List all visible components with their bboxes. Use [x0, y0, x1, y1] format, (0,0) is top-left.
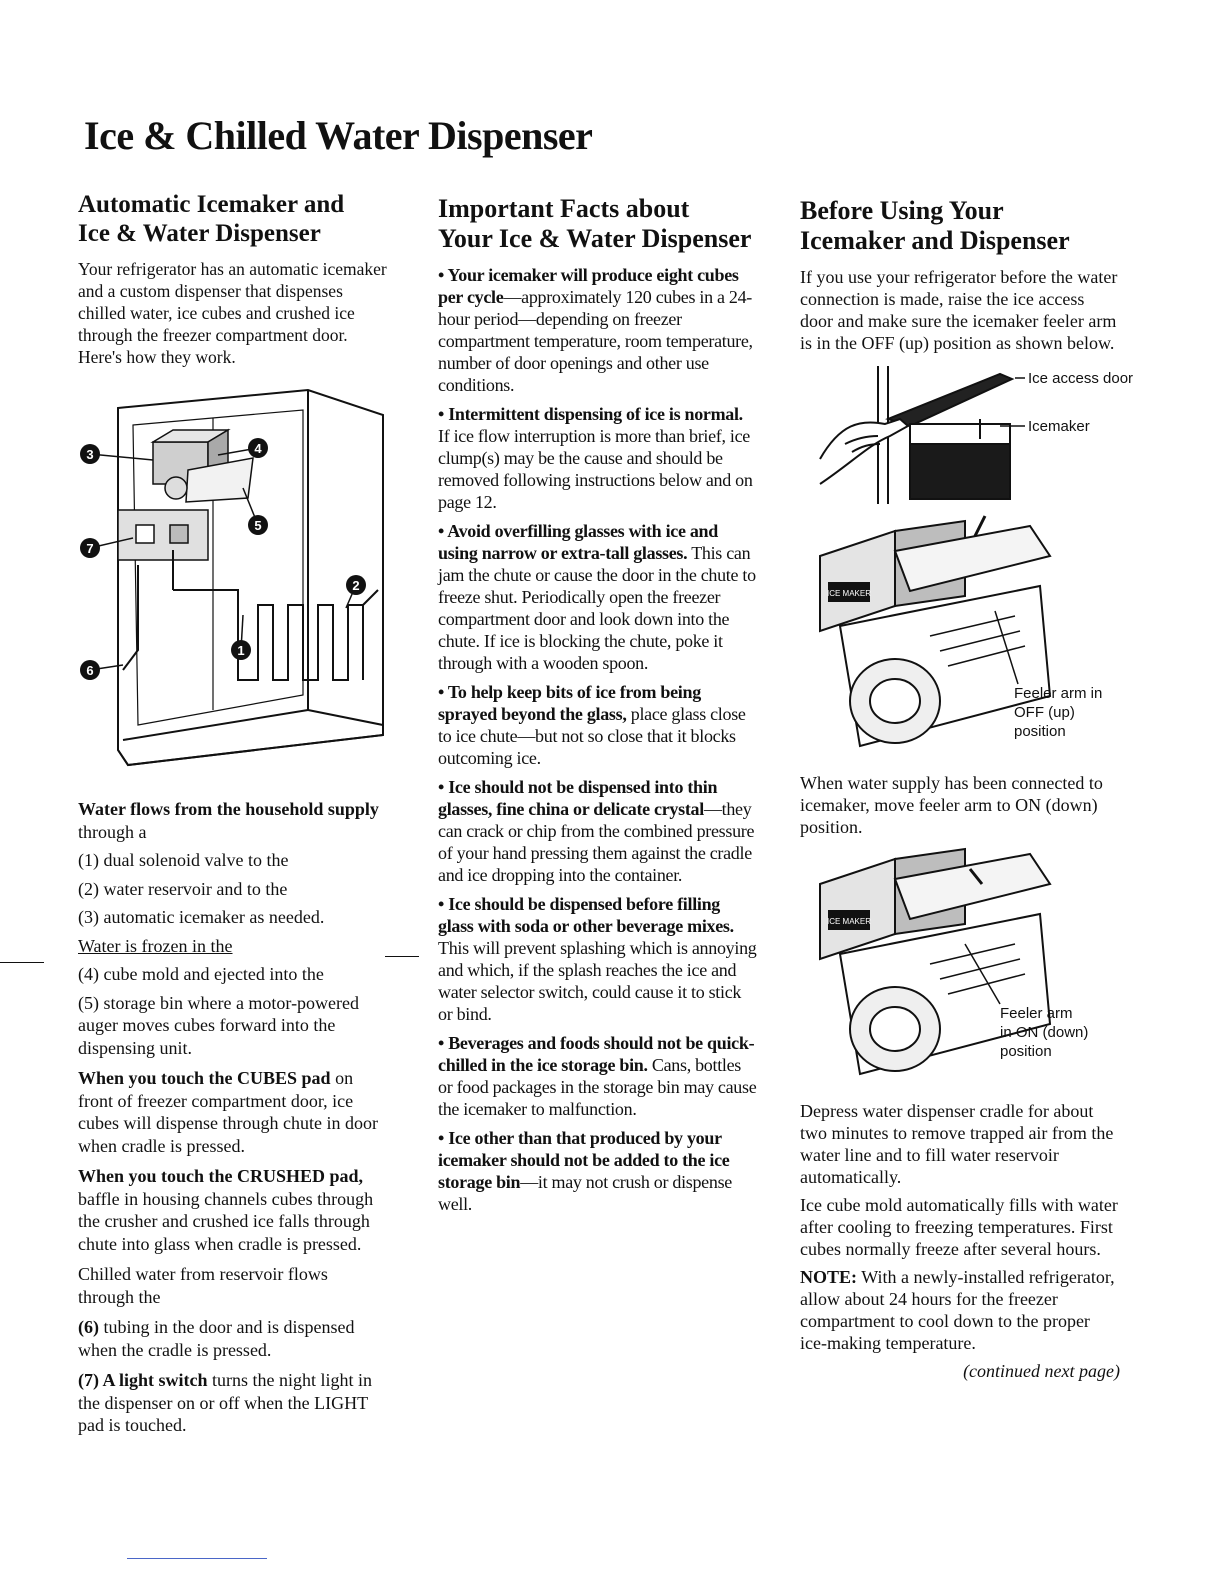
step-2: (2) water reservoir and to the	[78, 878, 288, 899]
frozen-line: Water is frozen in the	[78, 935, 233, 956]
note-paragraph	[800, 1266, 1120, 1354]
bold-phrase: When you touch the CUBES pad	[78, 1068, 331, 1088]
text-run: turns the night light in the dispenser on or off when the LIGHT pad is touched.	[78, 1370, 373, 1435]
step-1: (1) dual solenoid valve to the	[78, 850, 289, 870]
bold-phrase: When you touch the CRUSHED pad,	[78, 1166, 364, 1186]
callout-4: 4	[254, 441, 262, 456]
fact-text: This can jam the chute or cause the door in the chute to freeze shut. Periodically open the freezer compartment door and look down into the chute. If ice is blocking the chute, poke it through with a wooden spoon.	[438, 543, 756, 673]
fact-item	[438, 1127, 758, 1215]
fact-item	[438, 893, 758, 1025]
note-label: NOTE:	[800, 1267, 858, 1287]
fact-bold: • Your icemaker will produce eight cubes per cycle	[438, 265, 739, 307]
callout-3: 3	[86, 447, 94, 462]
bold-phrase: (7) A light switch	[78, 1370, 208, 1390]
fact-item	[438, 1032, 758, 1120]
fact-item	[438, 264, 758, 396]
heading-line: Your Ice & Water Dispenser	[438, 224, 752, 253]
callout-2: 2	[352, 578, 360, 593]
fact-bold: • Ice should be dispensed before filling glass with soda or other beverage mixes.	[438, 894, 734, 936]
callout-1: 1	[237, 643, 245, 658]
step-7	[78, 1369, 388, 1437]
footer-rule	[127, 1558, 267, 1559]
column-before-using	[800, 196, 1134, 1388]
text-run: on front of freezer compartment door, ice cubes will dispense through chute in door when cradle is pressed.	[78, 1068, 378, 1156]
page-title: Ice & Chilled Water Dispenser	[84, 113, 593, 158]
text-run: tubing in the door and is dispensed when the cradle is pressed.	[78, 1317, 355, 1360]
fact-text: —approximately 120 cubes in a 24-hour period—depending on freezer compartment temperature, room temperature, number of door openings and other use conditions.	[438, 287, 753, 395]
column-icemaker-overview	[78, 190, 388, 1437]
fact-item	[438, 520, 758, 674]
fact-bold: • To help keep bits of ice from being sprayed beyond the glass,	[438, 682, 701, 724]
intro-paragraph: Your refrigerator has an automatic icemaker and a custom dispenser that dispenses chilled water, ice cubes and crushed ice through the freezer compartment door. Here's how they work.	[78, 259, 387, 367]
text-run: With a newly-installed refrigerator, allow about 24 hours for the freezer compartment to cool down to the proper ice-making temperature.	[800, 1267, 1115, 1353]
label-on-line: in ON (down)	[1000, 1024, 1089, 1041]
ice-access-door-illustration	[800, 364, 1134, 514]
step-6	[78, 1316, 388, 1361]
section-heading-before-using	[800, 196, 1120, 256]
bold-phrase: (6)	[78, 1317, 99, 1337]
heading-line: Important Facts about	[438, 194, 690, 223]
step-4: (4) cube mold and ejected into the	[78, 964, 324, 984]
fact-bold: • Ice other than that produced by your icemaker should not be added to the ice storage bin	[438, 1128, 730, 1192]
step-3: (3) automatic icemaker as needed.	[78, 907, 325, 927]
label-off-line: position	[1014, 723, 1066, 740]
mold-paragraph: Ice cube mold automatically fills with water after cooling to freezing temperatures. First cubes normally freeze after several hours.	[800, 1195, 1118, 1259]
bold-phrase: Water flows from the household supply	[78, 799, 379, 819]
heading-line: Before Using Your	[800, 196, 1004, 225]
fact-text: Cans, bottles or food packages in the storage bin may cause the icemaker to malfunction.	[438, 1055, 757, 1119]
intro-paragraph: If you use your refrigerator before the water connection is made, raise the ice access door and make sure the icemaker feeler arm is in the OFF (up) position as shown below.	[800, 267, 1118, 353]
fact-bold: • Avoid overfilling glasses with ice and using narrow or extra-tall glasses.	[438, 521, 718, 563]
callout-6: 6	[86, 663, 94, 678]
callout-7: 7	[86, 541, 94, 556]
crushed-paragraph	[78, 1165, 388, 1255]
step-5: (5) storage bin where a motor-powered auger moves cubes forward into the dispensing unit.	[78, 992, 360, 1058]
fact-text: —they can crack or chip from the combined pressure of your hand pressing them against the cradle and ice dropping into the container.	[438, 799, 755, 885]
fact-item	[438, 681, 758, 769]
fact-text: —it may not crush or dispense well.	[438, 1172, 732, 1214]
fact-text: This will prevent splashing which is annoying and which, if the splash reaches the ice and water selector switch, could cause it to stick or bind.	[438, 938, 757, 1024]
depress-paragraph: Depress water dispenser cradle for about two minutes to remove trapped air from the water line and to fill water reservoir automatically.	[800, 1101, 1114, 1187]
feeler-arm-on-illustration	[800, 844, 1120, 1094]
fact-bold: • Beverages and foods should not be quick-chilled in the ice storage bin.	[438, 1033, 755, 1075]
feeler-arm-off-illustration	[800, 516, 1120, 766]
label-ice-access: Ice access door	[1028, 370, 1134, 387]
cubes-paragraph	[78, 1067, 388, 1157]
heading-line: Ice & Water Dispenser	[78, 220, 321, 247]
section-heading-important-facts	[438, 194, 758, 254]
column-important-facts	[438, 194, 758, 1222]
device-label: ICE MAKER	[826, 589, 872, 598]
heading-line: Icemaker and Dispenser	[800, 226, 1070, 255]
fact-text: If ice flow interruption is more than brief, ice clump(s) may be the cause and should be removed following instructions below and on page 12.	[438, 426, 753, 512]
water-flow-intro	[78, 798, 388, 843]
label-icemaker: Icemaker	[1028, 418, 1090, 435]
label-on-line: position	[1000, 1043, 1052, 1060]
fact-bold: • Intermittent dispensing of ice is normal.	[438, 404, 743, 424]
continued-note: (continued next page)	[963, 1361, 1120, 1381]
fact-bold: • Ice should not be dispensed into thin glasses, fine china or delicate crystal	[438, 777, 718, 819]
text-run: baffle in housing channels cubes through the crusher and crushed ice falls through chute into glass when cradle is pressed.	[78, 1188, 374, 1254]
heading-line: Automatic Icemaker and	[78, 191, 345, 218]
connected-paragraph: When water supply has been connected to icemaker, move feeler arm to ON (down) position.	[800, 773, 1103, 837]
fact-text: place glass close to ice chute—but not so close that it blocks outcoming ice.	[438, 704, 746, 768]
label-off-line: Feeler arm in	[1014, 685, 1103, 702]
chilled-water-paragraph: Chilled water from reservoir flows through the	[78, 1264, 328, 1307]
text-run: through a	[78, 821, 147, 842]
margin-rule	[385, 956, 419, 957]
callout-5: 5	[254, 518, 262, 533]
fact-item	[438, 403, 758, 513]
section-heading-automatic-icemaker	[78, 190, 388, 248]
margin-rule	[0, 962, 44, 963]
label-on-line: Feeler arm	[1000, 1005, 1073, 1022]
device-label: ICE MAKER	[826, 917, 872, 926]
label-off-line: OFF (up)	[1014, 704, 1075, 721]
fact-item	[438, 776, 758, 886]
refrigerator-diagram	[78, 380, 388, 790]
